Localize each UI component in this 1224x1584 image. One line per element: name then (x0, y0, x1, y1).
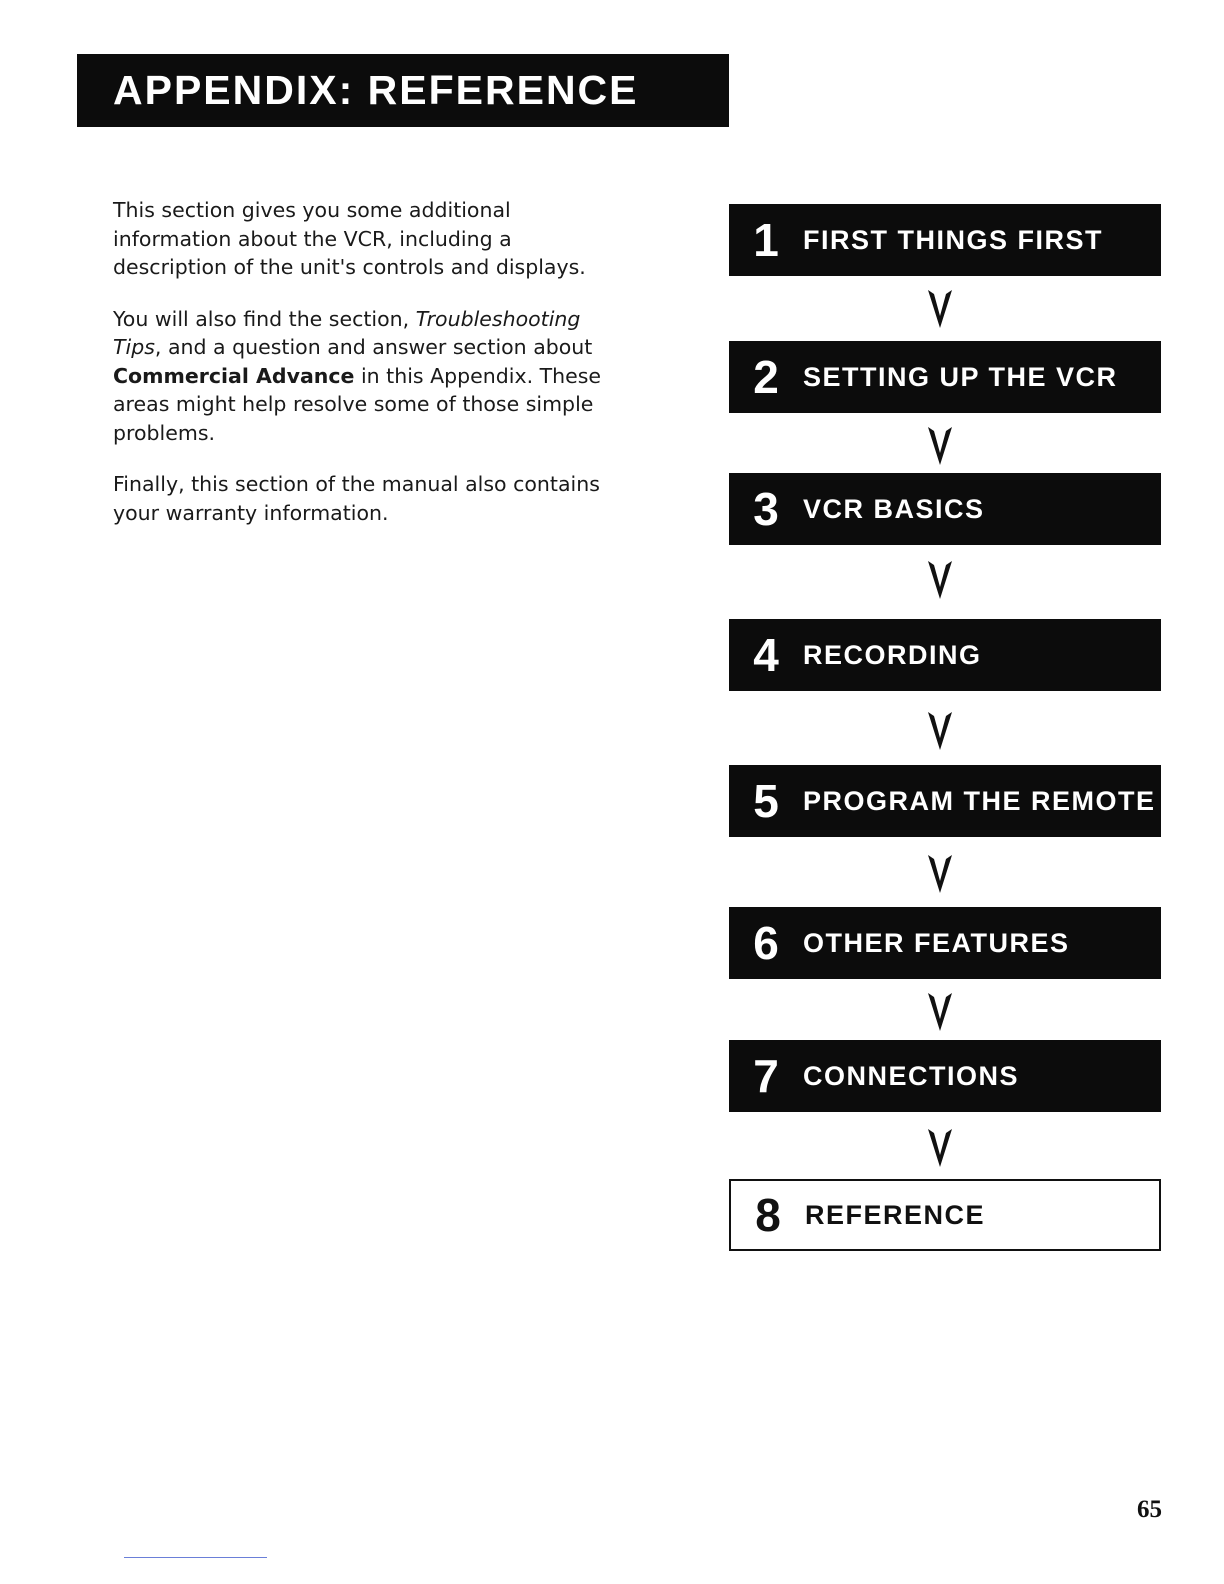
chapter-number: 2 (753, 351, 779, 403)
chapter-number: 7 (753, 1050, 779, 1102)
bottom-divider (124, 1557, 267, 1558)
intro-paragraph-1: This section gives you some additional information about the VCR, including a description of the unit's controls and displays. (113, 198, 586, 279)
chapter-number: 1 (753, 214, 779, 266)
intro-text-segment: , and a question and answer section about (154, 335, 593, 359)
chapter-number: 8 (755, 1189, 781, 1241)
chapter-number: 5 (753, 775, 779, 827)
chapter-number: 3 (753, 483, 779, 535)
chapter-label: RECORDING (803, 639, 982, 670)
intro-text-segment: You will also find the section, (113, 306, 416, 331)
chapter-label: FIRST THINGS FIRST (803, 224, 1103, 255)
commercial-advance-reference: Commercial Advance (113, 363, 355, 388)
chapter-label: CONNECTIONS (803, 1060, 1020, 1091)
page-title: APPENDIX: REFERENCE (113, 67, 639, 113)
chapter-number: 4 (753, 629, 779, 681)
chapter-4-box (729, 619, 1161, 691)
flow-arrow-icon (926, 557, 954, 601)
chapter-label: PROGRAM THE REMOTE (803, 785, 1156, 816)
chapter-5-box (729, 765, 1161, 837)
troubleshooting-reference: Troubleshooting Tips (113, 306, 581, 359)
chapter-label: REFERENCE (805, 1199, 986, 1230)
chapter-label: VCR BASICS (803, 493, 985, 524)
intro-text (113, 196, 613, 550)
chapter-label: SETTING UP THE VCR (803, 361, 1118, 392)
chapter-1-box (729, 204, 1161, 276)
flow-arrow-icon (926, 851, 954, 895)
intro-paragraph-2 (113, 305, 613, 448)
flow-arrow-icon (926, 1125, 954, 1169)
page-number: 65 (1137, 1496, 1162, 1523)
flow-arrow-icon (926, 423, 954, 467)
intro-paragraph-3: Finally, this section of the manual also contains your warranty information. (113, 472, 600, 525)
section-header-bar (77, 54, 729, 127)
chapter-6-box (729, 907, 1161, 979)
chapter-8-box-current (729, 1179, 1161, 1251)
intro-text-segment: in this Appendix. These areas might help resolve some of those simple problems. (113, 363, 602, 445)
chapter-2-box (729, 341, 1161, 413)
flow-arrow-icon (926, 286, 954, 330)
chapter-7-box (729, 1040, 1161, 1112)
flow-arrow-icon (926, 989, 954, 1033)
flow-arrow-icon (926, 708, 954, 752)
chapter-3-box (729, 473, 1161, 545)
chapter-label: OTHER FEATURES (803, 927, 1070, 958)
chapter-number: 6 (753, 917, 779, 969)
